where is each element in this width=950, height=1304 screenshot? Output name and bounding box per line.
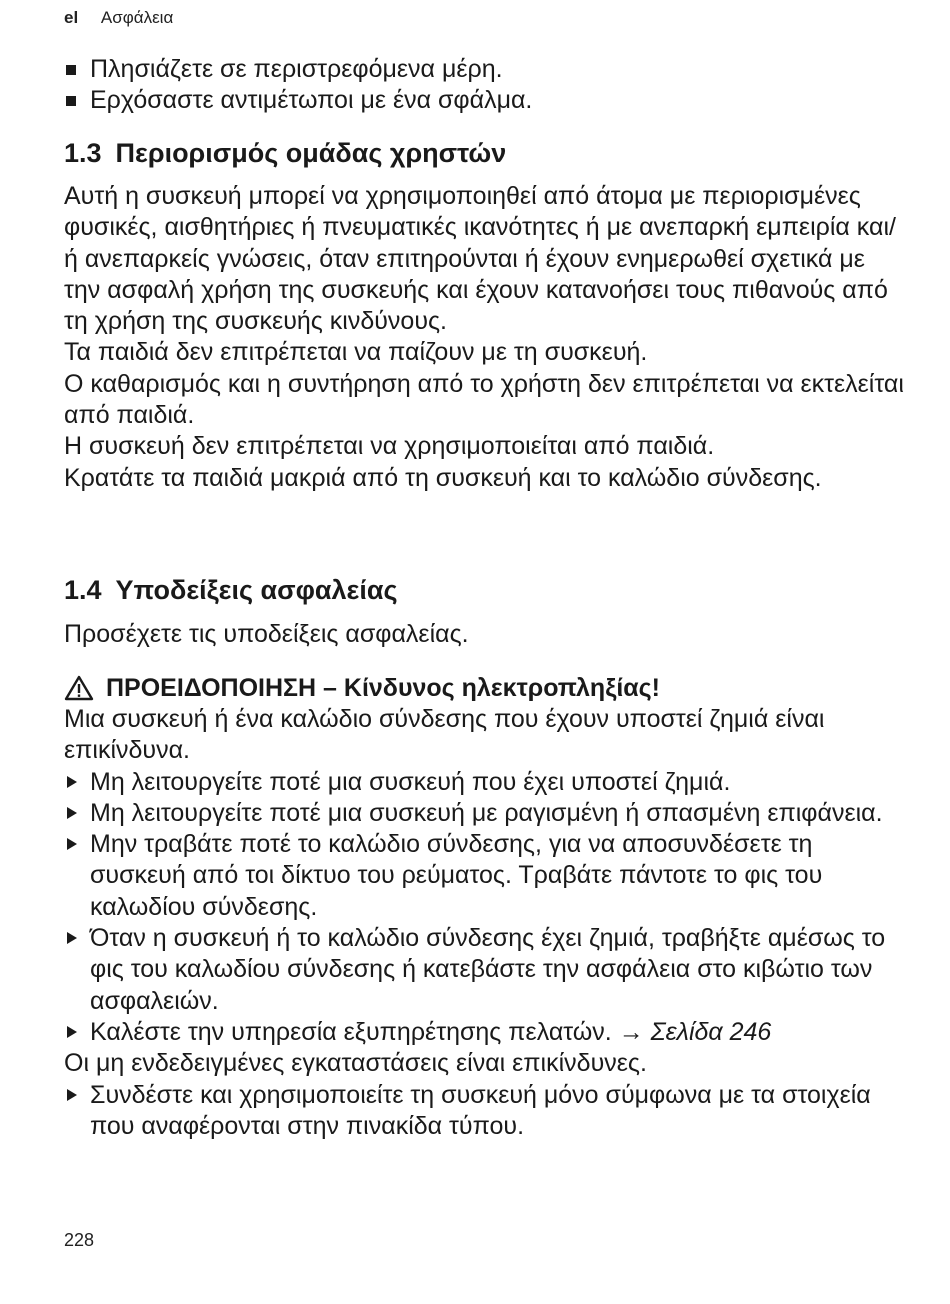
paragraph: Οι μη ενδεδειγμένες εγκαταστάσεις είναι επικίνδυνες. <box>64 1049 647 1078</box>
section-1-4-intro <box>64 619 904 650</box>
section-1-3-body <box>64 181 904 494</box>
service-step-text: Καλέστε την υπηρεσία εξυπηρέτησης πελατών. <box>90 1017 612 1046</box>
instruction-step: Μη λειτουργείτε ποτέ μια συσκευή με ραγισμένη ή σπασμένη επιφάνεια. <box>64 798 904 829</box>
warning-triangle-icon <box>64 675 94 701</box>
warning-heading <box>64 672 660 704</box>
instruction-step: Μη λειτουργείτε ποτέ μια συσκευή που έχει υποστεί ζημιά. <box>64 767 904 798</box>
warning-body <box>64 704 904 1142</box>
language-code: el <box>64 8 79 27</box>
section-number: 1.3 <box>64 138 102 168</box>
paragraph: Ο καθαρισμός και η συντήρηση από το χρήστη δεν επιτρέπεται να εκτελείται από παιδιά. <box>64 369 904 430</box>
paragraph: Η συσκευή δεν επιτρέπεται να χρησιμοποιείται από παιδιά. <box>64 432 715 461</box>
section-title: Υποδείξεις ασφαλείας <box>115 575 398 605</box>
instruction-step: Μην τραβάτε ποτέ το καλώδιο σύνδεσης, για να αποσυνδέσετε τη συσκευή από τοι δίκτυο του ρεύματος. Τραβάτε πάντοτε το φις του καλωδίου σύνδεσης. <box>64 829 904 923</box>
paragraph: Κρατάτε τα παιδιά μακριά από τη συσκευή και το καλώδιο σύνδεσης. <box>64 463 822 492</box>
page-reference-link[interactable]: → Σελίδα 246 <box>618 1017 772 1046</box>
section-heading-1-4 <box>64 574 398 606</box>
instruction-step: Όταν η συσκευή ή το καλώδιο σύνδεσης έχει ζημιά, τραβήξτε αμέσως το φις του καλωδίου σύνδεσης ή κατεβάστε την ασφάλεια στο κιβώτιο των ασφαλειών. <box>64 923 904 1017</box>
paragraph: Αυτή η συσκευή μπορεί να χρησιμοποιηθεί από άτομα με περιορισμένες φυσικές, αισθητήριες ή πνευματικές ικανότητες ή με ανεπαρκή εμπειρία και/ή ανεπαρκείς γνώσεις, όταν επιτηρούνται ή έχουν ενημερωθεί σχετικά με την ασφαλή χρήση της συσκευής και έχουν κατανοήσει τους πιθανούς από τη χρήση της συσκευής κινδύνους. <box>64 182 896 336</box>
section-name: Ασφάλεια <box>100 8 174 27</box>
list-item: Ερχόσαστε αντιμέτωποι με ένα σφάλμα. <box>64 85 904 116</box>
section-number: 1.4 <box>64 575 102 605</box>
list-item: Πλησιάζετε σε περιστρεφόμενα μέρη. <box>64 54 904 85</box>
instruction-step: Συνδέστε και χρησιμοποιείτε τη συσκευή μόνο σύμφωνα με τα στοιχεία που αναφέρονται στην πινακίδα τύπου. <box>64 1080 904 1143</box>
paragraph: Προσέχετε τις υποδείξεις ασφαλείας. <box>64 620 469 648</box>
instruction-step <box>64 1017 904 1048</box>
page-number: 228 <box>64 1230 95 1250</box>
page-header <box>64 8 173 28</box>
section-title: Περιορισμός ομάδας χρηστών <box>115 138 507 168</box>
top-bullet-list <box>64 54 904 117</box>
warning-title: ΠΡΟΕΙΔΟΠΟΙΗΣΗ – Κίνδυνος ηλεκτροπληξίας! <box>106 674 660 702</box>
section-heading-1-3 <box>64 137 506 169</box>
paragraph: Μια συσκευή ή ένα καλώδιο σύνδεσης που έχουν υποστεί ζημιά είναι επικίνδυνα. <box>64 705 825 765</box>
paragraph: Τα παιδιά δεν επιτρέπεται να παίζουν με τη συσκευή. <box>64 338 648 367</box>
